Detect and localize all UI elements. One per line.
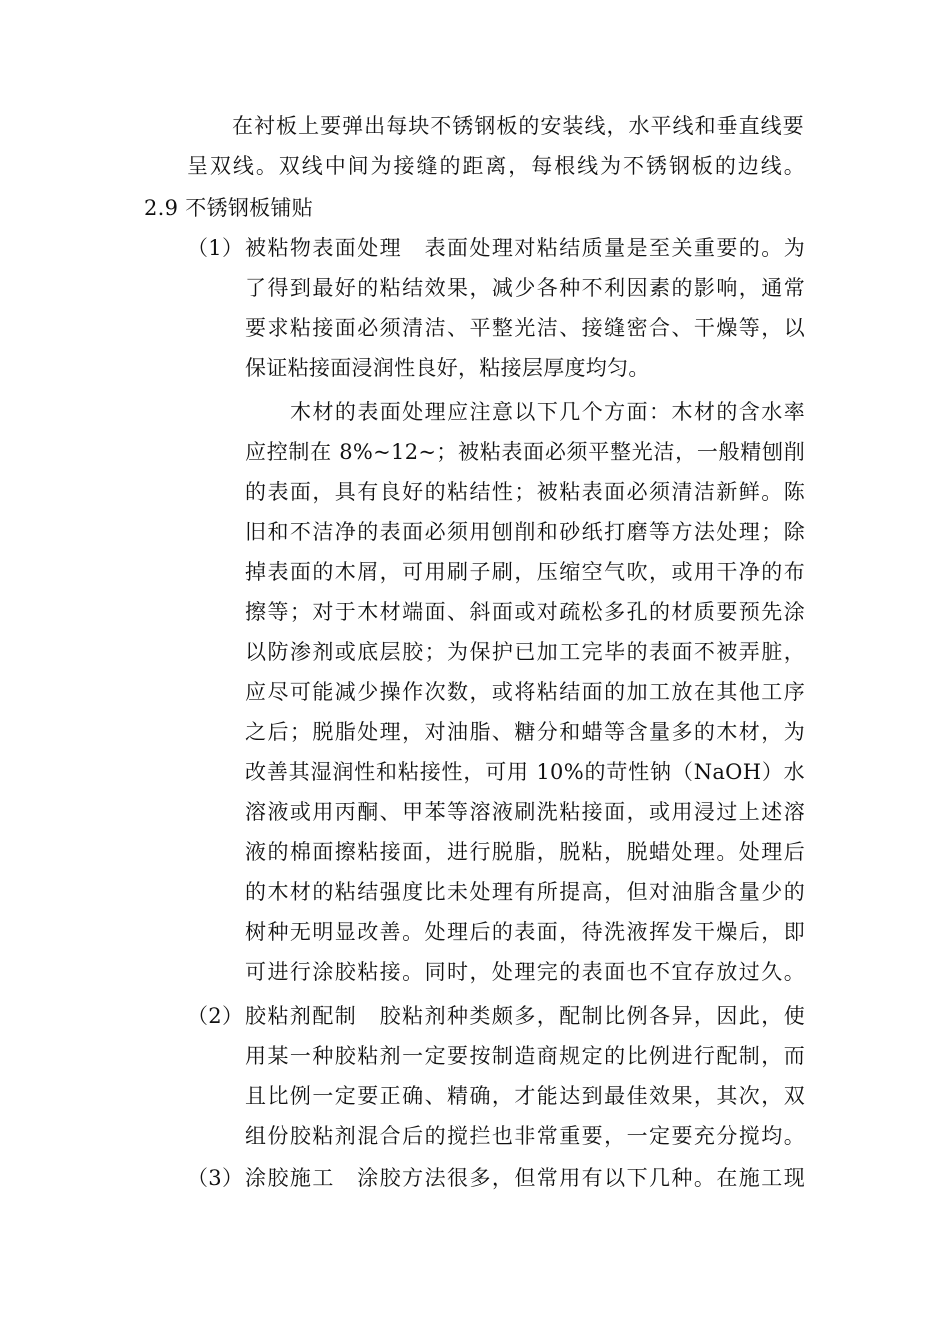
intro-line-2: 呈双线。双线中间为接缝的距离，每根线为不锈钢板的边线。 <box>187 154 805 178</box>
wood-line-4: 旧和不洁净的表面必须用刨削和砂纸打磨等方法处理；除 <box>245 520 805 544</box>
wood-line-14: 树种无明显改善。处理后的表面，待洗液挥发干燥后，即 <box>245 920 805 944</box>
item1-number: （1） <box>187 236 244 260</box>
item1-line-1: 被粘物表面处理 表面处理对粘结质量是至关重要的。为 <box>245 236 805 260</box>
item3-number: （3） <box>187 1166 244 1190</box>
wood-line-9: 之后；脱脂处理，对油脂、糖分和蜡等含量多的木材，为 <box>245 720 805 744</box>
wood-line-12: 液的棉面擦粘接面，进行脱脂，脱粘，脱蜡处理。处理后 <box>245 840 805 864</box>
wood-line-10: 改善其湿润性和粘接性，可用 10%的苛性钠（NaOH）水 <box>245 760 805 784</box>
item2-line-3: 且比例一定要正确、精确，才能达到最佳效果，其次，双 <box>245 1084 805 1108</box>
wood-line-6: 擦等；对于木材端面、斜面或对疏松多孔的材质要预先涂 <box>245 600 805 624</box>
item2-line-1: 胶粘剂配制 胶粘剂种类颇多，配制比例各异，因此，使 <box>245 1004 805 1028</box>
item2-line-4: 组份胶粘剂混合后的搅拦也非常重要，一定要充分搅均。 <box>245 1124 805 1148</box>
item1-line-2: 了得到最好的粘结效果，减少各种不利因素的影响，通常 <box>245 276 805 300</box>
item3-line-1: 涂胶施工 涂胶方法很多，但常用有以下几种。在施工现 <box>245 1166 805 1190</box>
wood-line-8: 应尽可能减少操作次数，或将粘结面的加工放在其他工序 <box>245 680 805 704</box>
wood-line-11: 溶液或用丙酮、甲苯等溶液刷洗粘接面，或用浸过上述溶 <box>245 800 805 824</box>
wood-line-15: 可进行涂胶粘接。同时，处理完的表面也不宜存放过久。 <box>245 960 805 984</box>
item1-line-4: 保证粘接面浸润性良好，粘接层厚度均匀。 <box>245 356 650 380</box>
intro-line-1: 在衬板上要弹出每块不锈钢板的安装线，水平线和垂直线要 <box>232 114 804 138</box>
wood-line-3: 的表面，具有良好的粘结性；被粘表面必须清洁新鲜。陈 <box>245 480 805 504</box>
item1-line-3: 要求粘接面必须清洁、平整光洁、接缝密合、干燥等，以 <box>245 316 805 340</box>
section-heading: 2.9 不锈钢板铺贴 <box>144 196 314 220</box>
wood-line-7: 以防渗剂或底层胶；为保护已加工完毕的表面不被弄脏， <box>245 640 805 664</box>
wood-line-13: 的木材的粘结强度比未处理有所提高，但对油脂含量少的 <box>245 880 805 904</box>
item2-number: （2） <box>187 1004 244 1028</box>
wood-line-2: 应控制在 8%~12~；被粘表面必须平整光洁，一般精刨削 <box>245 440 805 464</box>
item2-line-2: 用某一种胶粘剂一定要按制造商规定的比例进行配制，而 <box>245 1044 805 1068</box>
wood-line-1: 木材的表面处理应注意以下几个方面：木材的含水率 <box>290 400 805 424</box>
wood-line-5: 掉表面的木屑，可用刷子刷，压缩空气吹，或用干净的布 <box>245 560 805 584</box>
